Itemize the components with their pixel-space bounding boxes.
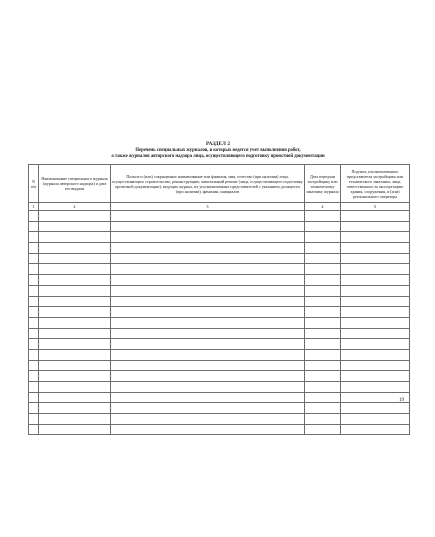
table-cell[interactable] — [341, 253, 410, 264]
section-subtitle-line-1: Перечень специальных журналов, в которых ведется учет выполнения работ, — [135, 147, 301, 153]
table-cell[interactable] — [111, 424, 305, 435]
header-journal-name: Наименование специального журнала (журнала авторского надзора) и дата его выдачи — [39, 165, 111, 203]
table-row — [29, 328, 410, 339]
column-number-row — [29, 203, 410, 211]
table-cell[interactable] — [111, 371, 305, 382]
table-cell[interactable] — [341, 285, 410, 296]
table-cell[interactable] — [341, 328, 410, 339]
table-cell[interactable] — [29, 349, 39, 360]
table-row — [29, 264, 410, 275]
table-cell[interactable] — [305, 371, 341, 382]
table-cell[interactable] — [341, 403, 410, 414]
table-cell[interactable] — [39, 414, 111, 425]
table-cell[interactable] — [39, 275, 111, 286]
table-cell[interactable] — [305, 296, 341, 307]
table-cell[interactable] — [29, 275, 39, 286]
table-row — [29, 339, 410, 350]
table-row — [29, 275, 410, 286]
column-number: 3 — [111, 203, 305, 211]
table-row — [29, 285, 410, 296]
table-cell[interactable] — [305, 211, 341, 222]
table-cell[interactable] — [39, 296, 111, 307]
section-title: РАЗДЕЛ 2 — [205, 141, 231, 147]
table-cell[interactable] — [111, 221, 305, 232]
table-cell[interactable] — [305, 424, 341, 435]
table-row — [29, 221, 410, 232]
table-row — [29, 382, 410, 393]
table-row — [29, 211, 410, 222]
table-cell[interactable] — [341, 382, 410, 393]
table-row — [29, 307, 410, 318]
table-cell[interactable] — [39, 307, 111, 318]
table-cell[interactable] — [29, 424, 39, 435]
table-cell[interactable] — [29, 382, 39, 393]
header-signature: Подпись уполномоченного представителя застройщика или технического заказчика, лица, ответственного за эксплуатацию здания, сооружения, и (или) регионального оператора — [341, 165, 410, 203]
table-cell[interactable] — [341, 424, 410, 435]
header-transfer-date: Дата передачи застройщику или техническому заказчику журнала — [305, 165, 341, 203]
table-row — [29, 360, 410, 371]
section-header — [28, 141, 408, 160]
table-cell[interactable] — [341, 264, 410, 275]
table-cell[interactable] — [39, 328, 111, 339]
table-cell[interactable] — [341, 211, 410, 222]
table-cell[interactable] — [29, 264, 39, 275]
table-cell[interactable] — [29, 221, 39, 232]
table-cell[interactable] — [305, 414, 341, 425]
table-cell[interactable] — [341, 317, 410, 328]
column-number: 5 — [341, 203, 410, 211]
table-cell[interactable] — [305, 285, 341, 296]
table-cell[interactable] — [341, 307, 410, 318]
table-cell[interactable] — [305, 392, 341, 403]
table-cell[interactable] — [341, 371, 410, 382]
table-cell[interactable] — [341, 339, 410, 350]
table-cell[interactable] — [305, 317, 341, 328]
table-cell[interactable] — [305, 382, 341, 393]
table-cell[interactable] — [305, 221, 341, 232]
table-cell[interactable] — [39, 221, 111, 232]
table-cell[interactable] — [111, 317, 305, 328]
table-cell[interactable] — [39, 403, 111, 414]
table-cell[interactable] — [29, 232, 39, 243]
table-cell[interactable] — [111, 403, 305, 414]
table-cell[interactable] — [29, 253, 39, 264]
table-cell[interactable] — [29, 296, 39, 307]
table-cell[interactable] — [29, 360, 39, 371]
table-cell[interactable] — [29, 392, 39, 403]
table-cell[interactable] — [305, 403, 341, 414]
table-cell[interactable] — [305, 349, 341, 360]
table-cell[interactable] — [29, 403, 39, 414]
table-cell[interactable] — [29, 243, 39, 254]
column-number: 4 — [305, 203, 341, 211]
table-row — [29, 232, 410, 243]
table-row — [29, 392, 410, 403]
table-cell[interactable] — [29, 339, 39, 350]
table-cell[interactable] — [39, 382, 111, 393]
table-cell[interactable] — [39, 424, 111, 435]
table-row — [29, 253, 410, 264]
table-cell[interactable] — [111, 232, 305, 243]
table-row — [29, 317, 410, 328]
table-cell[interactable] — [341, 243, 410, 254]
table-row — [29, 296, 410, 307]
table-cell[interactable] — [305, 307, 341, 318]
page-number: 19 — [399, 398, 404, 403]
journals-table — [28, 164, 410, 435]
table-cell[interactable] — [29, 371, 39, 382]
table-row — [29, 414, 410, 425]
table-cell[interactable] — [39, 285, 111, 296]
table-cell[interactable] — [341, 275, 410, 286]
table-cell[interactable] — [39, 371, 111, 382]
table-cell[interactable] — [111, 392, 305, 403]
table-cell[interactable] — [305, 339, 341, 350]
table-cell[interactable] — [29, 317, 39, 328]
table-cell[interactable] — [29, 328, 39, 339]
table-cell[interactable] — [305, 243, 341, 254]
table-cell[interactable] — [305, 275, 341, 286]
table-cell[interactable] — [305, 253, 341, 264]
table-cell[interactable] — [111, 339, 305, 350]
table-cell[interactable] — [39, 243, 111, 254]
table-cell[interactable] — [111, 414, 305, 425]
table-row — [29, 243, 410, 254]
section-subtitle-line-2: а также журналов авторского надзора лица, осуществляющего подготовку проектной документации — [111, 153, 325, 159]
table-cell[interactable] — [29, 211, 39, 222]
table-cell[interactable] — [111, 307, 305, 318]
table-cell[interactable] — [111, 360, 305, 371]
table-cell[interactable] — [39, 349, 111, 360]
table-cell[interactable] — [39, 339, 111, 350]
table-row — [29, 403, 410, 414]
table-body — [29, 211, 410, 435]
header-row-number: N п/п — [29, 165, 39, 203]
table-cell[interactable] — [39, 392, 111, 403]
table-cell[interactable] — [111, 285, 305, 296]
table-row — [29, 349, 410, 360]
table-cell[interactable] — [341, 349, 410, 360]
table-cell[interactable] — [111, 211, 305, 222]
table-cell[interactable] — [305, 328, 341, 339]
table-cell[interactable] — [111, 382, 305, 393]
table-cell[interactable] — [341, 221, 410, 232]
table-cell[interactable] — [111, 349, 305, 360]
table-cell[interactable] — [39, 360, 111, 371]
table-cell[interactable] — [111, 296, 305, 307]
table-cell[interactable] — [111, 264, 305, 275]
table-cell[interactable] — [39, 232, 111, 243]
table-row — [29, 371, 410, 382]
table-row — [29, 424, 410, 435]
table-cell[interactable] — [341, 414, 410, 425]
table-cell[interactable] — [111, 253, 305, 264]
table-cell[interactable] — [39, 211, 111, 222]
table-cell[interactable] — [341, 296, 410, 307]
table-cell[interactable] — [39, 253, 111, 264]
table-cell[interactable] — [305, 264, 341, 275]
table-cell[interactable] — [305, 360, 341, 371]
header-responsible-person: Полное и (или) сокращенное наименование или фамилия, имя, отчество (при наличии) лица, осуществляющего строительство, реконструкцию, капитальный ремонт (лица, осуществляющего подготовку проектной документации), ведущих журнал, их уполномоченных представителей с указанием должности (при наличии), фамилии, инициалов — [111, 165, 305, 203]
table-cell[interactable] — [29, 285, 39, 296]
table-cell[interactable] — [341, 232, 410, 243]
table-cell[interactable] — [39, 317, 111, 328]
table-cell[interactable] — [111, 243, 305, 254]
table-header-row — [29, 165, 410, 203]
table-cell[interactable] — [29, 414, 39, 425]
column-number: 2 — [39, 203, 111, 211]
table-cell[interactable] — [111, 275, 305, 286]
table-cell[interactable] — [305, 232, 341, 243]
table-cell[interactable] — [111, 328, 305, 339]
table-cell[interactable] — [29, 307, 39, 318]
column-number: 1 — [29, 203, 39, 211]
table-cell[interactable] — [341, 360, 410, 371]
table-cell[interactable] — [39, 264, 111, 275]
